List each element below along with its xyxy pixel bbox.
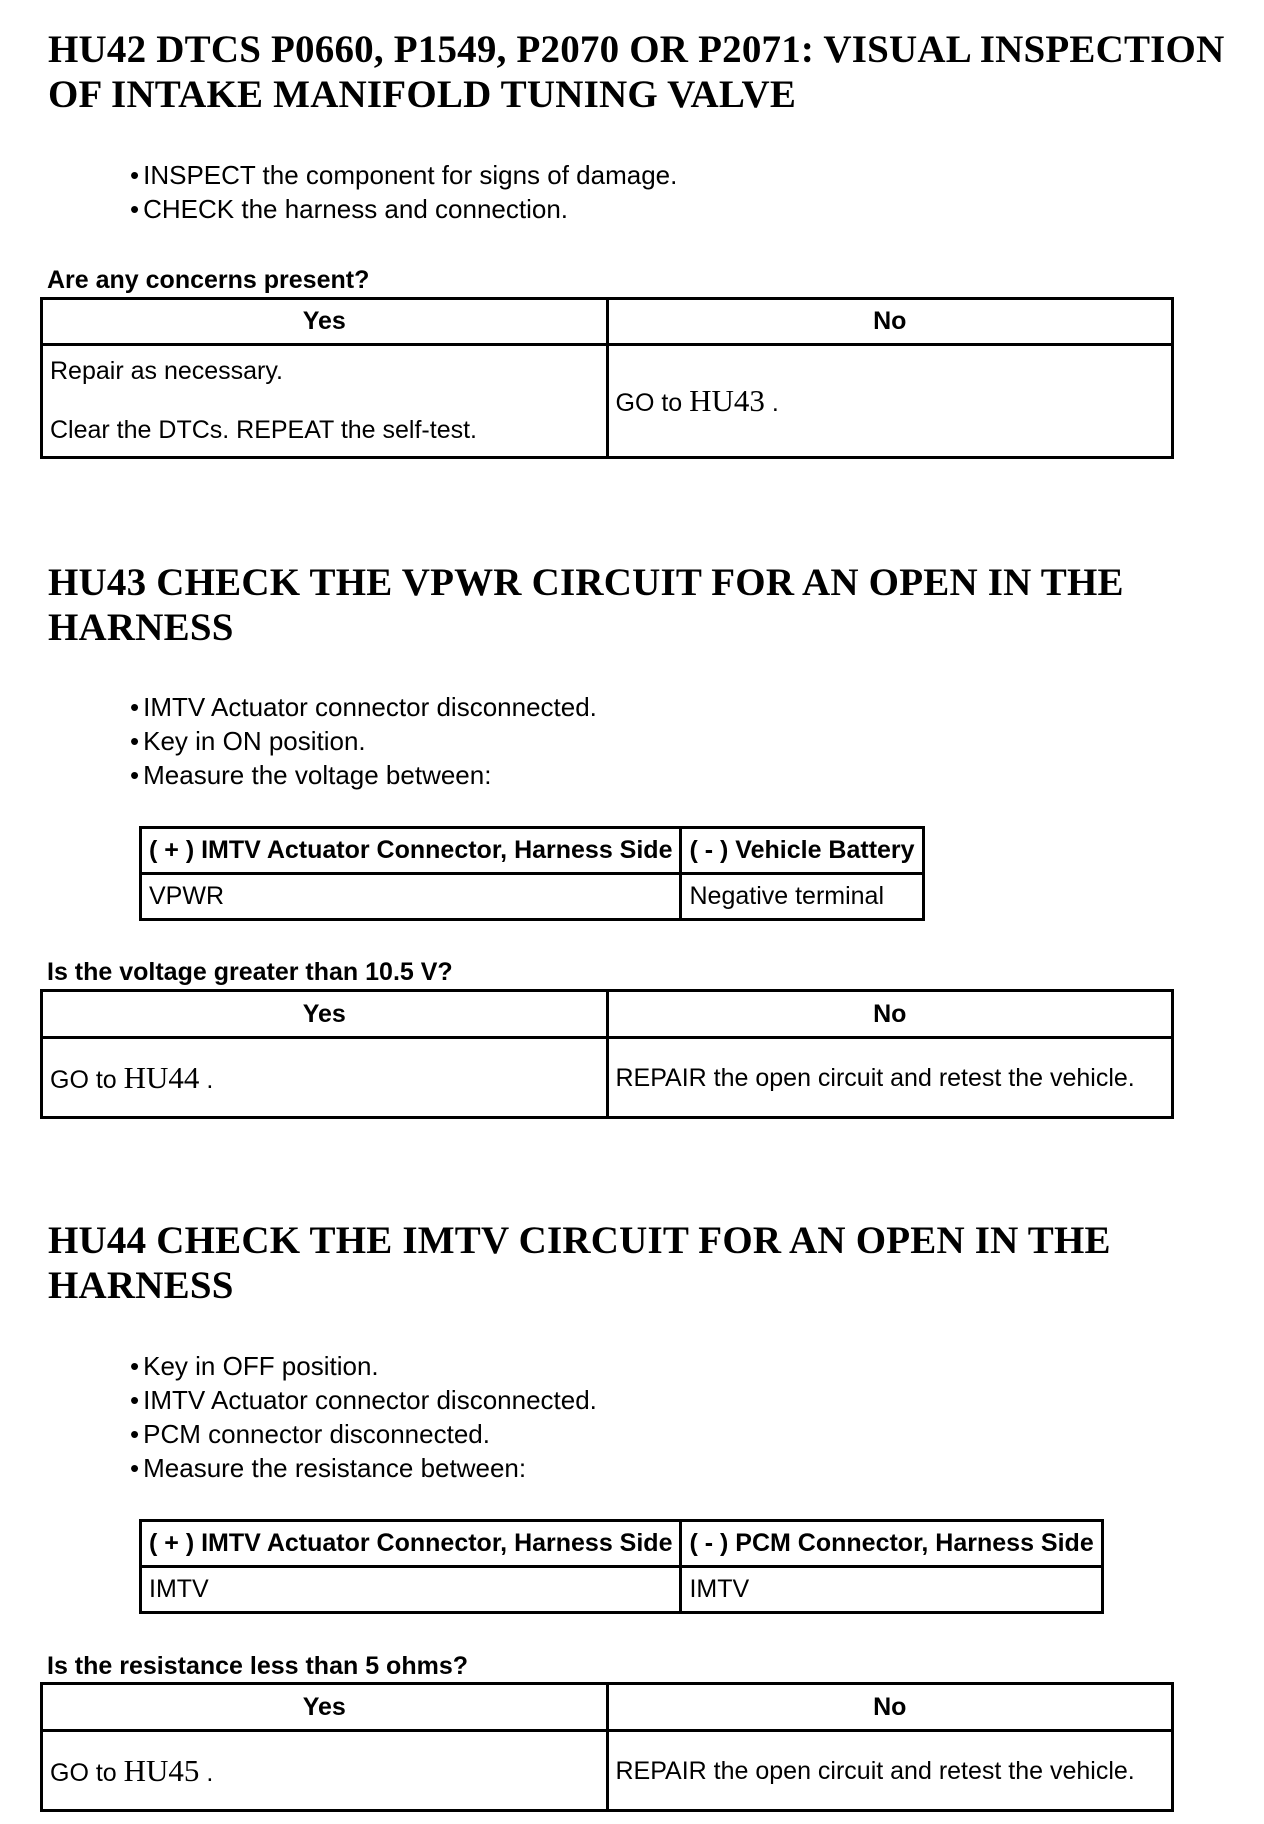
positive-header: ( + ) IMTV Actuator Connector, Harness Side <box>141 1521 681 1567</box>
list-item: • Key in OFF position. <box>130 1349 597 1383</box>
yes-header: Yes <box>42 299 608 345</box>
yes-cell: GO to HU45 . <box>42 1731 608 1811</box>
question-hu43: Is the voltage greater than 10.5 V? <box>47 958 453 986</box>
result-table-hu43 <box>40 989 1174 1119</box>
result-table-hu42 <box>40 297 1174 459</box>
measurement-table-hu43 <box>139 826 925 921</box>
list-item: • IMTV Actuator connector disconnected. <box>130 690 597 724</box>
list-item: • Measure the resistance between: <box>130 1451 597 1485</box>
negative-value: IMTV <box>681 1567 1102 1613</box>
step-link-hu45[interactable]: HU45 <box>123 1752 200 1788</box>
no-cell: GO to HU43 . <box>607 345 1173 458</box>
list-item: • CHECK the harness and connection. <box>130 192 677 226</box>
no-cell: REPAIR the open circuit and retest the vehicle. <box>607 1038 1173 1118</box>
no-header: No <box>607 991 1173 1038</box>
no-cell: REPAIR the open circuit and retest the vehicle. <box>607 1731 1173 1811</box>
negative-header: ( - ) Vehicle Battery <box>681 828 923 874</box>
section-title-hu43: HU43 CHECK THE VPWR CIRCUIT FOR AN OPEN IN THE HARNESS <box>48 561 1124 649</box>
section-title-hu42: HU42 DTCS P0660, P1549, P2070 OR P2071: VISUAL INSPECTION OF INTAKE MANIFOLD TUNING VALVE <box>48 28 1225 116</box>
list-item: • Measure the voltage between: <box>130 758 597 792</box>
step-list-hu42 <box>130 158 677 226</box>
yes-header: Yes <box>42 1684 608 1731</box>
negative-header: ( - ) PCM Connector, Harness Side <box>681 1521 1102 1567</box>
question-hu42: Are any concerns present? <box>47 266 370 294</box>
step-link-hu44[interactable]: HU44 <box>123 1059 200 1095</box>
list-item: • IMTV Actuator connector disconnected. <box>130 1383 597 1417</box>
no-header: No <box>607 299 1173 345</box>
question-hu44: Is the resistance less than 5 ohms? <box>47 1652 468 1680</box>
negative-value: Negative terminal <box>681 874 923 920</box>
step-list-hu43 <box>130 690 597 792</box>
positive-value: IMTV <box>141 1567 681 1613</box>
step-link-hu43[interactable]: HU43 <box>689 383 765 418</box>
positive-value: VPWR <box>141 874 681 920</box>
list-item: • PCM connector disconnected. <box>130 1417 597 1451</box>
no-header: No <box>607 1684 1173 1731</box>
yes-cell: GO to HU44 . <box>42 1038 608 1118</box>
yes-header: Yes <box>42 991 608 1038</box>
yes-cell: Repair as necessary. Clear the DTCs. REPEAT the self-test. <box>42 345 608 458</box>
list-item: • Key in ON position. <box>130 724 597 758</box>
section-title-hu44: HU44 CHECK THE IMTV CIRCUIT FOR AN OPEN IN THE HARNESS <box>48 1219 1111 1307</box>
list-item: • INSPECT the component for signs of damage. <box>130 158 677 192</box>
result-table-hu44 <box>40 1682 1174 1812</box>
positive-header: ( + ) IMTV Actuator Connector, Harness Side <box>141 828 681 874</box>
step-list-hu44 <box>130 1349 597 1485</box>
measurement-table-hu44 <box>139 1519 1104 1614</box>
